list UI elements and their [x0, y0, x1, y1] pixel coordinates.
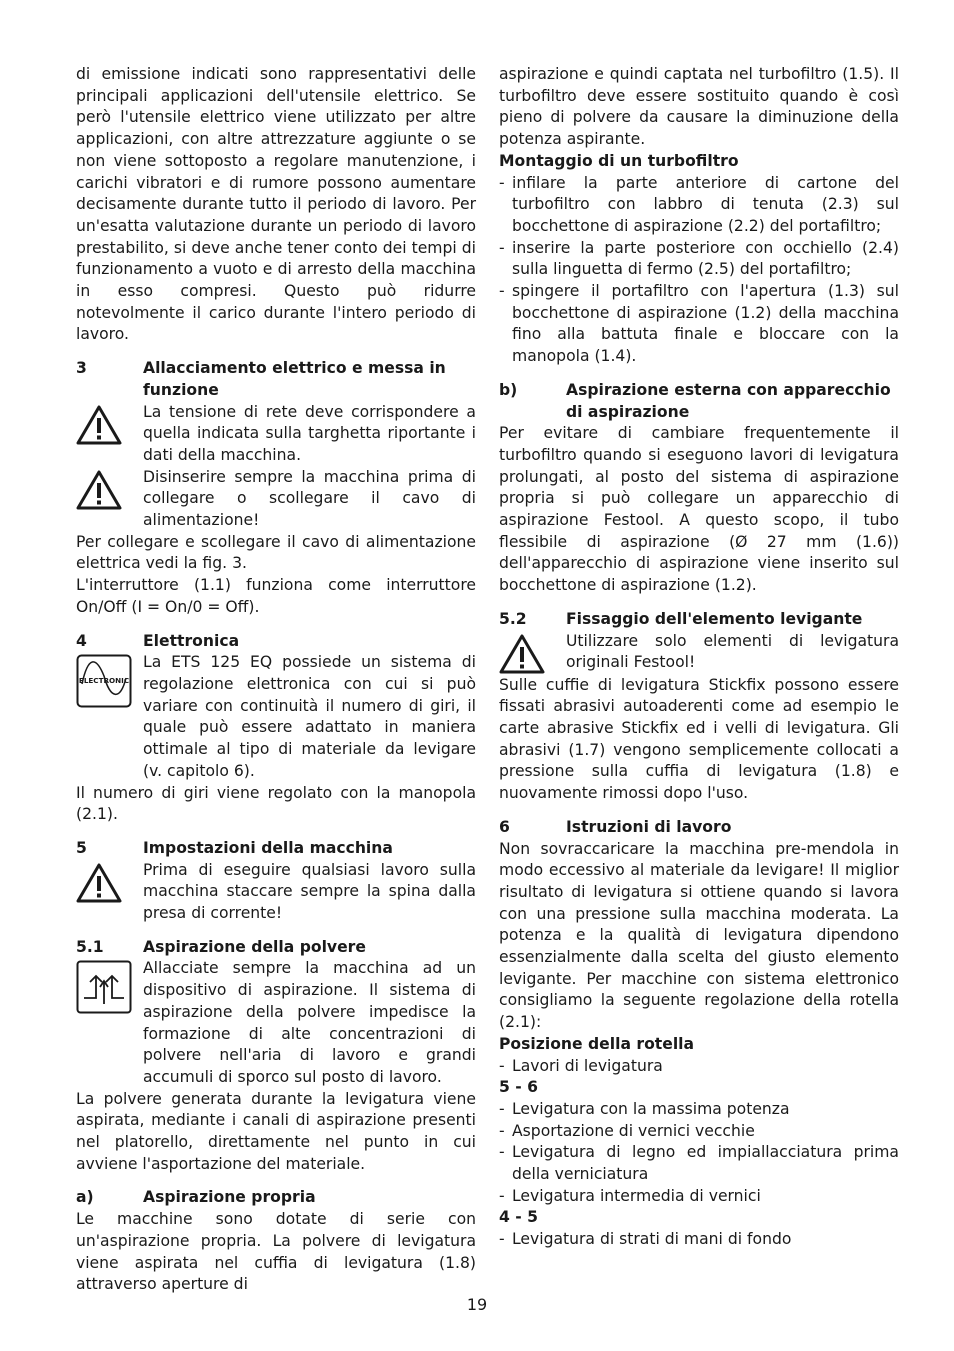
section-6-heading	[499, 817, 899, 839]
list-item: - Levigatura con la massima potenza	[499, 1099, 899, 1121]
list-item: - spingere il portafiltro con l'apertura (1.3) sul bocchettone di aspirazione (1.2) della macchina fino alla battuta finale e bloccare con la manopola (1.4).	[499, 281, 899, 368]
paragraph: Per evitare di cambiare frequentemente il turbofiltro quando si eseguono lavori di levigatura prolungati, al posto del sistema di aspirazione propria si può collegare un apparecchio di aspirazione Festool. A questo scopo, il tubo flessibile di aspirazione (Ø 27 mm (1.6)) dell'apparecchio di aspirazione viene inserito sul bocchettone di aspirazione (1.2).	[499, 424, 899, 595]
section-title: Allacciamento elettrico e messa in funzione	[143, 359, 446, 399]
right-column	[499, 64, 899, 1251]
section-number: 5	[76, 838, 87, 857]
section-3-heading	[76, 358, 476, 401]
subheading-position: Posizione della rotella	[499, 1034, 695, 1053]
paragraph: Per collegare e scollegare il cavo di alimentazione elettrica vedi la fig. 3.	[76, 532, 476, 573]
section-title: Elettronica	[143, 631, 240, 650]
list-item: - Levigatura di strati di mani di fondo	[499, 1229, 899, 1251]
section-a-heading	[76, 1187, 476, 1209]
paragraph: L'interruttore (1.1) funziona come interruttore On/Off (I = On/0 = Off).	[76, 576, 476, 616]
paragraph: Non sovraccaricare la macchina pre-mendola in modo eccessivo al materiale da levigare! Il miglior risultato di levigatura si ottiene quando si lavora con una pressione sulla macchina moderata. La potenza e la qualità di levigatura dipendono essenzialmente dalla scelta del giusto elemento levigante. Per macchine con sistema elettronico consigliamo la seguente regolazione della rotella (2.1):	[499, 839, 899, 1032]
position-list-2	[499, 1099, 899, 1208]
section-4-heading	[76, 631, 476, 653]
warning-triangle-icon	[76, 404, 122, 446]
intro-paragraph: aspirazione e quindi captata nel turbofiltro (1.5). Il turbofiltro deve essere sostituito quando è così pieno di polvere da causare la diminuzione della potenza aspirante.	[499, 65, 899, 149]
position-label: 4 - 5	[499, 1208, 539, 1227]
position-list-3	[499, 1229, 899, 1251]
warning-triangle-icon	[499, 633, 545, 675]
warning-block	[76, 402, 476, 467]
list-item: - Lavori di levigatura	[499, 1056, 899, 1078]
section-5-2-heading	[499, 609, 899, 631]
electronic-block	[76, 652, 476, 782]
extraction-block	[76, 958, 476, 1088]
paragraph: Sulle cuffie di levigatura Stickfix possono essere fissati abrasivi autoaderenti come ad esempio le carte abrasive Stickfix ed i velli di levigatura. Gli abrasivi (1.7) vengono semplicemente collocati a pressione sulla cuffia di levigatura (1.8) e nuovamente rimossi dopo l'uso.	[499, 675, 899, 803]
section-title: Impostazioni della macchina	[143, 838, 393, 857]
warning-text: La tensione di rete deve corrispondere a quella indicata sulla targhetta riportante i dati della macchina.	[143, 402, 476, 464]
subheading-mount: Montaggio di un turbofiltro	[499, 151, 739, 170]
paragraph: La polvere generata durante la levigatura viene aspirata, mediante i canali di aspirazione presenti nel platorello, direttamente nel punto in cui avviene l'asportazione del materiale.	[76, 1089, 476, 1173]
section-5-heading	[76, 838, 476, 860]
left-column	[76, 64, 476, 1296]
warning-text: Disinserire sempre la macchina prima di collegare o scollegare il cavo di alimentazione!	[143, 467, 476, 530]
section-number: 4	[76, 631, 87, 650]
list-item: - Asportazione di vernici vecchie	[499, 1121, 899, 1143]
section-title: Aspirazione della polvere	[143, 937, 366, 956]
list-item: - inserire la parte posteriore con occhiello (2.4) sulla linguetta di fermo (2.5) del portafiltro;	[499, 238, 899, 281]
position-list-1	[499, 1056, 899, 1078]
section-number: 6	[499, 817, 510, 836]
section-title: Istruzioni di lavoro	[566, 817, 732, 836]
page-number: 19	[466, 1295, 488, 1314]
warning-text: Utilizzare solo elementi di levigatura originali Festool!	[566, 631, 899, 672]
list-item: - Levigatura intermedia di vernici	[499, 1186, 899, 1208]
warning-text: Prima di eseguire qualsiasi lavoro sulla macchina staccare sempre la spina dalla presa di corrente!	[143, 860, 476, 923]
electronic-text: La ETS 125 EQ possiede un sistema di regolazione elettronica con cui si può variare con continuità il numero di giri, il quale può essere adattato in maniera ottimale al tipo di materiale da levigare (v. capitolo 6).	[143, 653, 476, 780]
section-b-heading	[499, 380, 899, 423]
extraction-text: Allacciate sempre la macchina ad un dispositivo di aspirazione. Il sistema di aspirazione della polvere impedisce la formazione di alte concentrazioni di polvere nell'aria di lavoro e grandi accumuli di sporco sul posto di lavoro.	[143, 959, 476, 1086]
section-title: Aspirazione propria	[143, 1188, 316, 1207]
paragraph: Il numero di giri viene regolato con la manopola (2.1).	[76, 783, 476, 824]
warning-block	[499, 631, 899, 675]
electronic-icon	[76, 654, 132, 708]
warning-triangle-icon	[76, 469, 122, 511]
section-5-1-heading	[76, 937, 476, 959]
section-number: a)	[76, 1188, 94, 1207]
electronic-icon-label: ELECTRONIC	[78, 676, 130, 686]
section-title: Aspirazione esterna con apparecchio di aspirazione	[566, 380, 891, 421]
warning-block	[76, 467, 476, 532]
position-label: 5 - 6	[499, 1078, 539, 1097]
section-number: 3	[76, 359, 87, 378]
warning-triangle-icon	[76, 862, 122, 904]
intro-paragraph: di emissione indicati sono rappresentativi delle principali applicazioni dell'utensile elettrico. Se però l'utensile elettrico viene utilizzato per altre applicazioni, con altre attrezzature aggiunte o se non viene sottoposto a regolare manutenzione, i carichi vibratori e di rumore possono aumentare decisamente durante tutto il periodo di lavoro. Per un'esatta valutazione durante un periodo di lavoro prestabilito, si deve anche tener conto dei tempi di funzionamento a vuoto e di arresto della macchina in esso compresi. Questo può ridurre notevolmente il carico durante l'intero periodo di lavoro.	[76, 65, 476, 344]
mount-steps-list	[499, 173, 899, 368]
warning-block	[76, 860, 476, 925]
section-number: b)	[499, 380, 518, 399]
section-title: Fissaggio dell'elemento levigante	[566, 609, 863, 628]
dust-extraction-icon	[76, 960, 132, 1014]
list-item: - Levigatura di legno ed impiallacciatura prima della verniciatura	[499, 1142, 899, 1185]
list-item: - infilare la parte anteriore di cartone del turbofiltro con labbro di tenuta (2.3) sul bocchettone di aspirazione (2.2) del portafiltro;	[499, 173, 899, 238]
paragraph: Le macchine sono dotate di serie con un'aspirazione propria. La polvere di levigatura viene aspirata nel cuffia di levigatura (1.8) attraverso aperture di	[76, 1210, 476, 1294]
section-number: 5.1	[76, 937, 104, 956]
section-number: 5.2	[499, 609, 527, 628]
